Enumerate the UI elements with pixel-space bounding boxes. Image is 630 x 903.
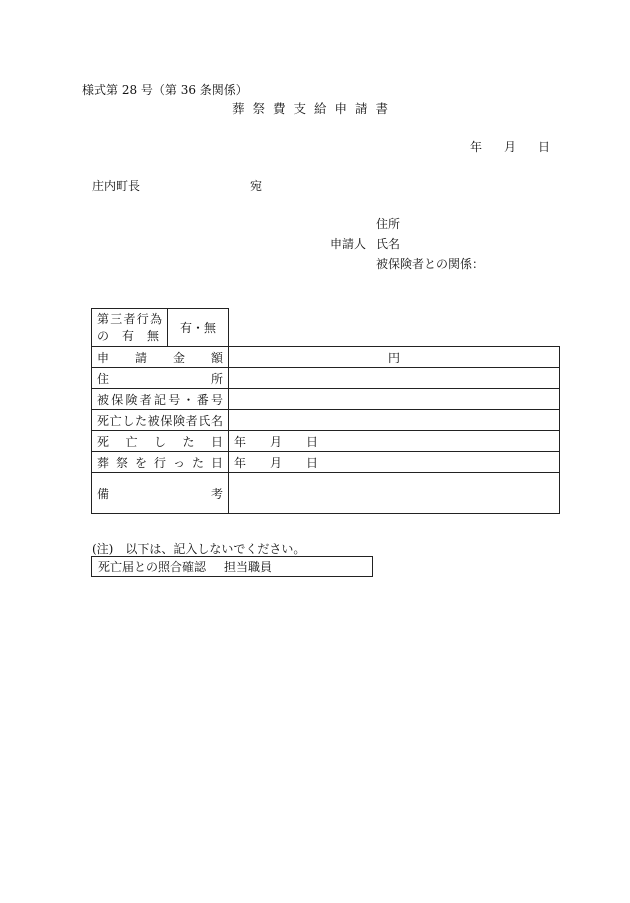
office-use-note — [92, 540, 305, 557]
date-month: 月 — [504, 140, 517, 154]
deceased-name-label: 死亡した被保険者氏名 — [92, 410, 229, 431]
third-party-label — [92, 309, 168, 347]
death-date-day: 日 — [306, 434, 319, 449]
form-number: 様式第 28 号（第 36 条関係） — [82, 83, 248, 97]
third-party-value[interactable]: 有・無 — [168, 309, 229, 347]
remarks-field[interactable] — [229, 473, 560, 514]
insurer-number-label: 被保険者記号・番号 — [92, 389, 229, 410]
third-party-label-line2: の有無 — [97, 328, 159, 343]
amount-label: 申請金額 — [92, 347, 229, 368]
date-day: 日 — [538, 140, 551, 154]
staff-label: 担当職員 — [224, 560, 273, 574]
form-title: 葬祭費支給申請書 — [232, 101, 397, 116]
applicant-role-label: 申請人 — [330, 237, 367, 251]
death-date-field[interactable] — [229, 431, 560, 452]
note-text: 以下は、記入しないでください。 — [125, 542, 306, 556]
death-date-month: 月 — [270, 434, 283, 449]
addressee-suffix: 宛 — [250, 179, 263, 193]
third-party-label-line1: 第三者行為 — [97, 311, 162, 326]
funeral-date-day: 日 — [306, 455, 319, 470]
funeral-date-label: 葬祭を行った日 — [92, 452, 229, 473]
funeral-date-month: 月 — [270, 455, 283, 470]
office-use-row — [92, 557, 373, 577]
address-field[interactable] — [229, 368, 560, 389]
application-date — [470, 138, 550, 155]
date-year: 年 — [470, 140, 483, 154]
funeral-date-year: 年 — [234, 455, 247, 470]
remarks-label: 備考 — [92, 473, 229, 514]
application-table — [91, 308, 560, 514]
death-date-year: 年 — [234, 434, 247, 449]
insurer-number-field[interactable] — [229, 389, 560, 410]
note-prefix: (注) — [92, 542, 114, 556]
amount-field[interactable] — [229, 347, 560, 368]
deceased-name-field[interactable] — [229, 410, 560, 431]
funeral-date-field[interactable] — [229, 452, 560, 473]
applicant-name-label: 氏名 — [376, 237, 401, 251]
addressee: 庄内町長 — [92, 179, 141, 193]
death-date-label: 死亡した日 — [92, 431, 229, 452]
address-label: 住所 — [92, 368, 229, 389]
amount-unit: 円 — [387, 350, 400, 365]
death-notice-check-label: 死亡届との照合確認 — [98, 560, 207, 574]
applicant-address-label: 住所 — [376, 217, 401, 231]
applicant-relation-label: 被保険者との関係： — [376, 257, 485, 271]
office-use-table — [91, 556, 373, 577]
